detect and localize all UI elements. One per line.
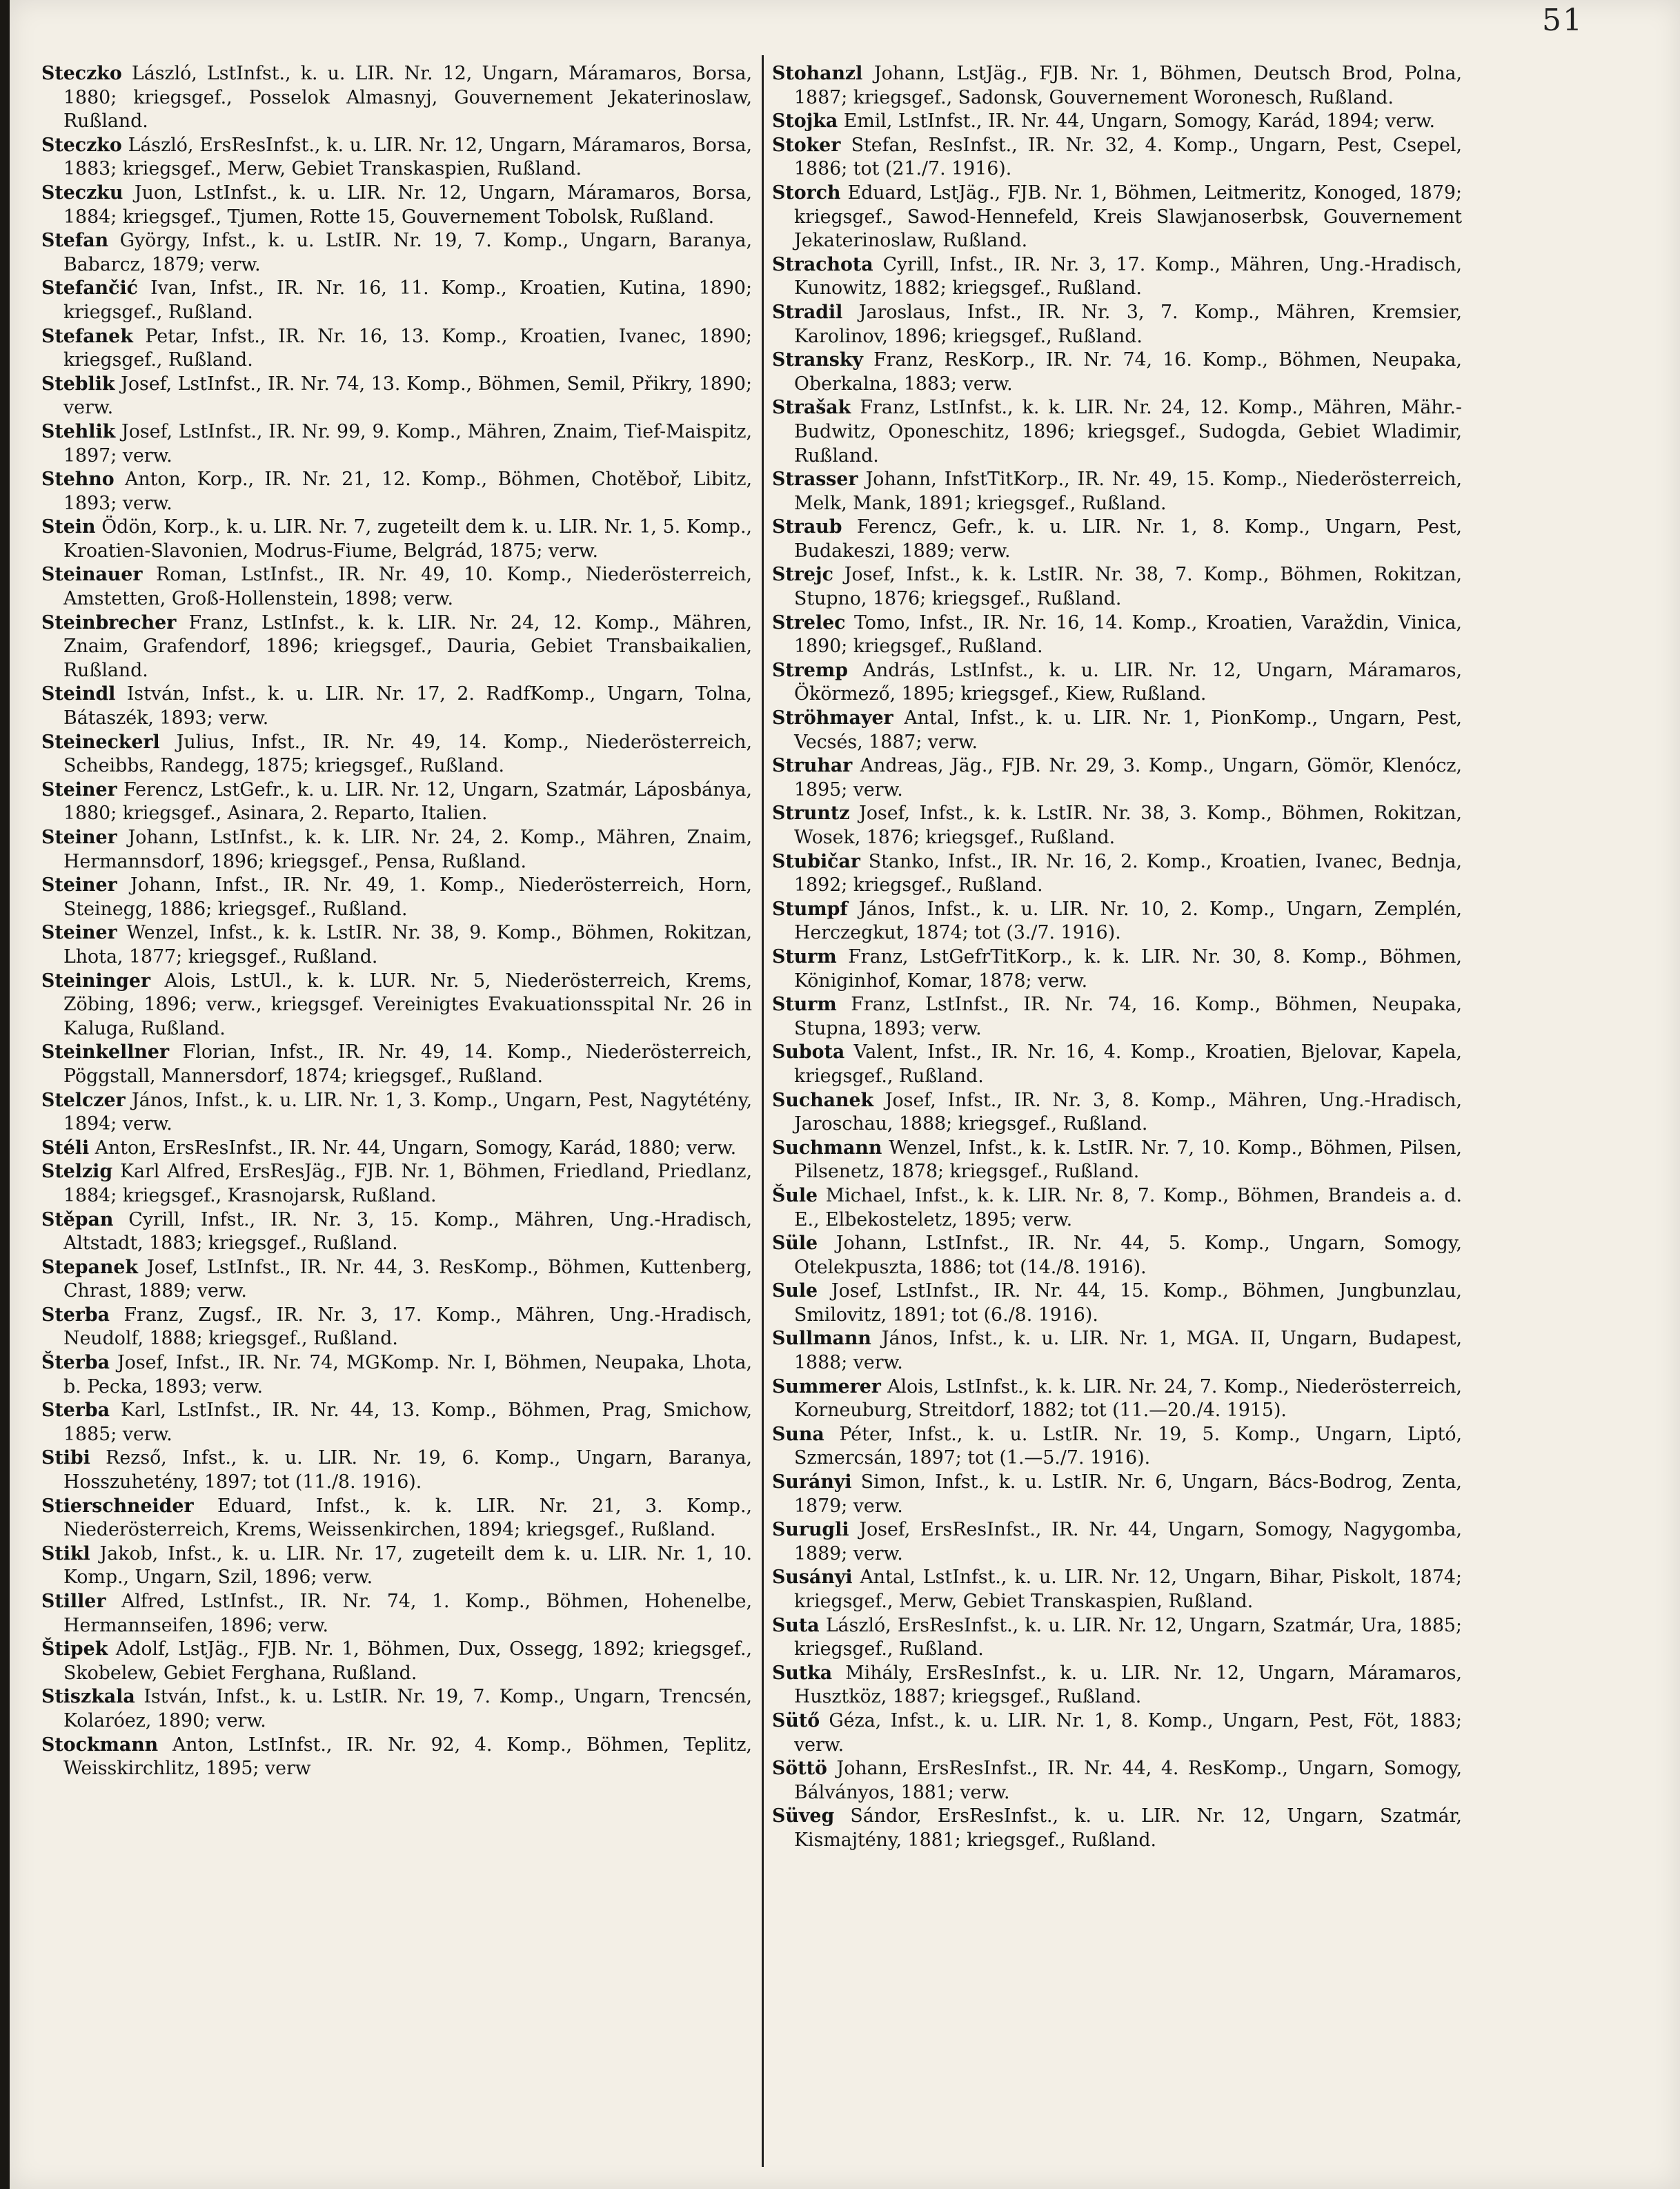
entry-details: Alois, LstInfst., k. k. LIR. Nr. 24, 7. Komp., Niederösterreich, Korneuburg, Streitdorf, 1882; tot (11.—20./4. 1915). bbox=[794, 1375, 1462, 1422]
entry-details: Josef, LstInfst., IR. Nr. 44, 3. ResKomp., Böhmen, Kuttenberg, Chrast, 1889; verw. bbox=[63, 1256, 752, 1302]
entry-surname: Steczko bbox=[41, 134, 122, 156]
list-item bbox=[41, 874, 752, 921]
entry-surname: Summerer bbox=[772, 1375, 881, 1397]
list-item bbox=[772, 1518, 1462, 1566]
list-item bbox=[772, 1757, 1462, 1805]
entry-surname: Stelczer bbox=[41, 1089, 126, 1111]
entry-details: Josef, ErsResInfst., IR. Nr. 44, Ungarn, Somogy, Nagygomba, 1889; verw. bbox=[794, 1519, 1462, 1564]
list-item bbox=[772, 611, 1462, 659]
entry-details: Valent, Infst., IR. Nr. 16, 4. Komp., Kroatien, Bjelovar, Kapela, kriegsgef., Rußland. bbox=[794, 1041, 1462, 1087]
left-column bbox=[41, 62, 752, 1781]
entry-surname: Stohanzl bbox=[772, 63, 863, 84]
entry-details: Tomo, Infst., IR. Nr. 16, 14. Komp., Kroatien, Varaždin, Vinica, 1890; kriegsgef., Rußland. bbox=[794, 611, 1462, 658]
entry-surname: Steczku bbox=[41, 181, 123, 204]
entry-surname: Stepanek bbox=[41, 1256, 138, 1278]
entry-surname: Stiller bbox=[41, 1591, 106, 1612]
entry-details: Josef, LstInfst., IR. Nr. 74, 13. Komp., Böhmen, Semil, Přikry, 1890; verw. bbox=[63, 373, 752, 419]
list-item bbox=[772, 754, 1462, 802]
list-item bbox=[772, 993, 1462, 1041]
list-item bbox=[772, 253, 1462, 301]
entry-details: Adolf, LstJäg., FJB. Nr. 1, Böhmen, Dux, Ossegg, 1892; kriegsgef., Skobelew, Gebiet Ferghana, Rußland. bbox=[63, 1638, 752, 1684]
entry-details: Johann, LstInfst., k. k. LIR. Nr. 24, 2. Komp., Mähren, Znaim, Hermannsdorf, 1896; kriegsgef., Pensa, Rußland. bbox=[63, 827, 752, 872]
document-page bbox=[10, 0, 1680, 2189]
entry-details: Ferencz, Gefr., k. u. LIR. Nr. 1, 8. Komp., Ungarn, Pest, Budakeszi, 1889; verw. bbox=[794, 516, 1462, 562]
entry-surname: Štipek bbox=[41, 1638, 108, 1660]
entry-details: Eduard, Infst., k. k. LIR. Nr. 21, 3. Komp., Niederösterreich, Krems, Weissenkirchen, 1894; kriegsgef., Rußland. bbox=[63, 1495, 752, 1541]
entry-details: Roman, LstInfst., IR. Nr. 49, 10. Komp., Niederösterreich, Amstetten, Groß-Hollenstein, 1898; verw. bbox=[63, 564, 752, 610]
list-item bbox=[41, 1041, 752, 1088]
list-item bbox=[772, 945, 1462, 993]
entry-surname: Strelec bbox=[772, 611, 846, 634]
list-item bbox=[772, 1375, 1462, 1423]
entry-details: Josef, Infst., k. k. LstIR. Nr. 38, 3. Komp., Böhmen, Rokitzan, Wosek, 1876; kriegsgef., Rußland. bbox=[794, 803, 1462, 848]
entry-details: Sándor, ErsResInfst., k. u. LIR. Nr. 12, Ungarn, Szatmár, Kismajtény, 1881; kriegsgef., Rußland. bbox=[794, 1805, 1462, 1851]
list-item bbox=[772, 1137, 1462, 1184]
entry-surname: Stibi bbox=[41, 1447, 90, 1469]
entry-details: Franz, Zugsf., IR. Nr. 3, 17. Komp., Mähren, Ung.-Hradisch, Neudolf, 1888; kriegsgef., Rußland. bbox=[63, 1304, 752, 1350]
list-item bbox=[41, 134, 752, 181]
list-item bbox=[41, 683, 752, 730]
list-item bbox=[41, 1304, 752, 1351]
list-item bbox=[41, 563, 752, 611]
entry-details: Johann, LstInfst., IR. Nr. 44, 5. Komp., Ungarn, Somogy, Otelekpuszta, 1886; tot (14./8. 1916). bbox=[794, 1233, 1462, 1278]
entry-details: László, ErsResInfst., k. u. LIR. Nr. 12, Ungarn, Máramaros, Borsa, 1883; kriegsgef., Merw, Gebiet Transkaspien, Rußland. bbox=[63, 134, 752, 180]
entry-surname: Surugli bbox=[772, 1519, 849, 1541]
entry-surname: Stradil bbox=[772, 301, 843, 323]
entry-surname: Stiszkala bbox=[41, 1686, 135, 1708]
list-item bbox=[772, 1041, 1462, 1088]
entry-details: János, Infst., k. u. LIR. Nr. 1, MGA. II, Ungarn, Budapest, 1888; verw. bbox=[794, 1328, 1462, 1374]
entry-details: Johann, Infst., IR. Nr. 49, 1. Komp., Niederösterreich, Horn, Steinegg, 1886; kriegsgef., Rußland. bbox=[63, 874, 752, 920]
entry-details: Anton, Korp., IR. Nr. 21, 12. Komp., Böhmen, Chotěboř, Libitz, 1893; verw. bbox=[63, 469, 752, 514]
list-item bbox=[41, 325, 752, 373]
entry-surname: Stierschneider bbox=[41, 1495, 194, 1517]
entry-details: László, LstInfst., k. u. LIR. Nr. 12, Ungarn, Máramaros, Borsa, 1880; kriegsgef., Posselok Almasnyj, Gouvernement Jekaterinoslaw, Rußland. bbox=[63, 63, 752, 132]
right-column bbox=[772, 62, 1462, 1853]
entry-details: Cyrill, Infst., IR. Nr. 3, 17. Komp., Mähren, Ung.-Hradisch, Kunowitz, 1882; kriegsgef., Rußland. bbox=[794, 253, 1462, 300]
entry-surname: Sutka bbox=[772, 1662, 833, 1684]
list-item bbox=[41, 229, 752, 277]
entry-details: István, Infst., k. u. LIR. Nr. 17, 2. RadfKomp., Ungarn, Tolna, Bátaszék, 1893; verw. bbox=[63, 683, 752, 729]
entry-surname: Sturm bbox=[772, 945, 837, 968]
list-item bbox=[41, 1446, 752, 1494]
entry-surname: Strachota bbox=[772, 253, 873, 275]
entry-details: Petar, Infst., IR. Nr. 16, 13. Komp., Kroatien, Ivanec, 1890; kriegsgef., Rußland. bbox=[63, 325, 752, 371]
entry-details: László, ErsResInfst., k. u. LIR. Nr. 12, Ungarn, Szatmár, Ura, 1885; kriegsgef., Rußland. bbox=[794, 1614, 1462, 1660]
entry-surname: Stransky bbox=[772, 349, 863, 371]
list-item bbox=[772, 898, 1462, 945]
list-item bbox=[772, 1662, 1462, 1709]
entry-details: Karl, LstInfst., IR. Nr. 44, 13. Komp., Böhmen, Prag, Smichow, 1885; verw. bbox=[63, 1400, 752, 1445]
entry-details: Josef, LstInfst., IR. Nr. 44, 15. Komp., Böhmen, Jungbunzlau, Smilovitz, 1891; tot (6./8. 1916). bbox=[794, 1280, 1462, 1326]
entry-details: Antal, Infst., k. u. LIR. Nr. 1, PionKomp., Ungarn, Pest, Vecsés, 1887; verw. bbox=[794, 707, 1462, 753]
entry-details: Simon, Infst., k. u. LstIR. Nr. 6, Ungarn, Bács-Bodrog, Zenta, 1879; verw. bbox=[794, 1471, 1462, 1517]
entry-surname: Suchanek bbox=[772, 1089, 874, 1111]
entry-surname: Steblik bbox=[41, 373, 115, 395]
entry-details: Karl Alfred, ErsResJäg., FJB. Nr. 1, Böhmen, Friedland, Priedlanz, 1884; kriegsgef., Krasnojarsk, Rußland. bbox=[63, 1161, 752, 1206]
list-item bbox=[41, 1351, 752, 1399]
entry-surname: Suchmann bbox=[772, 1137, 882, 1159]
entry-surname: Sule bbox=[772, 1280, 818, 1302]
list-item bbox=[41, 1208, 752, 1256]
list-item bbox=[41, 181, 752, 229]
list-item bbox=[41, 1256, 752, 1304]
entry-details: Wenzel, Infst., k. k. LstIR. Nr. 7, 10. Komp., Böhmen, Pilsen, Pilsenetz, 1878; kriegsgef., Rußland. bbox=[794, 1137, 1462, 1183]
list-item bbox=[772, 349, 1462, 396]
entry-details: Anton, ErsResInfst., IR. Nr. 44, Ungarn, Somogy, Karád, 1880; verw. bbox=[95, 1137, 737, 1159]
list-item bbox=[772, 1279, 1462, 1327]
entry-details: Stefan, ResInfst., IR. Nr. 32, 4. Komp., Ungarn, Pest, Csepel, 1886; tot (21./7. 1916). bbox=[794, 134, 1462, 180]
entry-details: Géza, Infst., k. u. LIR. Nr. 1, 8. Komp., Ungarn, Pest, Föt, 1883; verw. bbox=[794, 1709, 1462, 1756]
entry-surname: Steiner bbox=[41, 922, 117, 944]
entry-surname: Šule bbox=[772, 1184, 818, 1206]
entry-details: Franz, LstInfst., k. k. LIR. Nr. 24, 12. Komp., Mähren, Mähr.-Budwitz, Oponeschitz, 1896; kriegsgef., Sudogda, Gebiet Wladimir, Rußland. bbox=[794, 397, 1462, 467]
entry-surname: Ströhmayer bbox=[772, 707, 893, 729]
list-item bbox=[772, 110, 1462, 134]
page-number: 51 bbox=[1542, 3, 1583, 38]
entry-surname: Stěpan bbox=[41, 1208, 114, 1230]
list-item bbox=[41, 277, 752, 324]
entry-details: Florian, Infst., IR. Nr. 49, 14. Komp., Niederösterreich, Pöggstall, Mannersdorf, 1874; kriegsgef., Rußland. bbox=[63, 1041, 752, 1087]
entry-surname: Steinbrecher bbox=[41, 611, 177, 634]
column-divider bbox=[762, 55, 764, 2167]
list-item bbox=[41, 420, 752, 468]
entry-details: Ivan, Infst., IR. Nr. 16, 11. Komp., Kroatien, Kutina, 1890; kriegsgef., Rußland. bbox=[63, 277, 752, 323]
entry-surname: Sullmann bbox=[772, 1328, 871, 1350]
list-item bbox=[772, 1805, 1462, 1852]
entry-details: Cyrill, Infst., IR. Nr. 3, 15. Komp., Mähren, Ung.-Hradisch, Altstadt, 1883; kriegsgef., Rußland. bbox=[63, 1208, 752, 1255]
list-item bbox=[41, 1590, 752, 1638]
entry-surname: Surányi bbox=[772, 1471, 852, 1493]
list-item bbox=[41, 1638, 752, 1685]
entry-surname: Strašak bbox=[772, 397, 851, 419]
entry-details: Juon, LstInfst., k. u. LIR. Nr. 12, Ungarn, Máramaros, Borsa, 1884; kriegsgef., Tjumen, Rotte 15, Gouvernement Tobolsk, Rußland. bbox=[63, 181, 752, 228]
list-item bbox=[772, 659, 1462, 707]
list-item bbox=[772, 1089, 1462, 1137]
list-item bbox=[41, 1399, 752, 1446]
list-item bbox=[772, 301, 1462, 349]
entry-details: Ödön, Korp., k. u. LIR. Nr. 7, zugeteilt dem k. u. LIR. Nr. 1, 5. Komp., Kroatien-Slavonien, Modrus-Fiume, Belgrád, 1875; verw. bbox=[63, 516, 752, 562]
list-item bbox=[772, 468, 1462, 516]
entry-surname: Stremp bbox=[772, 659, 848, 681]
entry-surname: Stéli bbox=[41, 1137, 90, 1159]
entry-surname: Steinkellner bbox=[41, 1041, 170, 1063]
list-item bbox=[772, 181, 1462, 253]
entry-surname: Söttö bbox=[772, 1758, 827, 1780]
entry-details: Josef, LstInfst., IR. Nr. 99, 9. Komp., Mähren, Znaim, Tief-Maispitz, 1897; verw. bbox=[63, 420, 752, 467]
entry-details: Franz, LstGefrTitKorp., k. k. LIR. Nr. 30, 8. Komp., Böhmen, Königinhof, Komar, 1878; verw. bbox=[794, 945, 1462, 992]
entry-details: Alfred, LstInfst., IR. Nr. 74, 1. Komp., Böhmen, Hohenelbe, Hermannseifen, 1896; verw. bbox=[63, 1591, 752, 1636]
list-item bbox=[41, 516, 752, 563]
list-item bbox=[41, 1495, 752, 1542]
list-item bbox=[772, 1709, 1462, 1757]
list-item bbox=[41, 1542, 752, 1590]
entry-details: Jakob, Infst., k. u. LIR. Nr. 17, zugeteilt dem k. u. LIR. Nr. 1, 10. Komp., Ungarn, Szil, 1896; verw. bbox=[63, 1542, 752, 1589]
entry-surname: Stelzig bbox=[41, 1161, 113, 1183]
entry-surname: Strejc bbox=[772, 564, 833, 586]
entry-surname: Stubičar bbox=[772, 850, 860, 872]
entry-details: István, Infst., k. u. LstIR. Nr. 19, 7. Komp., Ungarn, Trencsén, Kolaróez, 1890; verw. bbox=[63, 1686, 752, 1731]
list-item bbox=[41, 778, 752, 826]
list-item bbox=[41, 1734, 752, 1781]
list-item bbox=[772, 1232, 1462, 1279]
entry-details: Eduard, LstJäg., FJB. Nr. 1, Böhmen, Leitmeritz, Konoged, 1879; kriegsgef., Sawod-Hennefeld, Kreis Slawjanoserbsk, Gouvernement Jekaterinoslaw, Rußland. bbox=[794, 181, 1462, 252]
entry-surname: Steiner bbox=[41, 827, 117, 848]
list-item bbox=[772, 850, 1462, 898]
entry-surname: Steinauer bbox=[41, 564, 143, 586]
entry-surname: Stojka bbox=[772, 110, 838, 132]
list-item bbox=[41, 468, 752, 516]
list-item bbox=[772, 563, 1462, 611]
entry-details: Josef, Infst., IR. Nr. 74, MGKomp. Nr. I, Böhmen, Neupaka, Lhota, b. Pecka, 1893; verw. bbox=[63, 1352, 752, 1397]
entry-details: Julius, Infst., IR. Nr. 49, 14. Komp., Niederösterreich, Scheibbs, Randegg, 1875; kriegsgef., Rußland. bbox=[63, 731, 752, 777]
entry-surname: Stoker bbox=[772, 134, 841, 156]
entry-surname: Susányi bbox=[772, 1567, 853, 1589]
entry-details: Johann, InfstTitKorp., IR. Nr. 49, 15. Komp., Niederösterreich, Melk, Mank, 1891; kriegsgef., Rußland. bbox=[794, 469, 1462, 514]
list-item bbox=[41, 1685, 752, 1733]
entry-surname: Süle bbox=[772, 1233, 818, 1255]
list-item bbox=[41, 611, 752, 683]
entry-surname: Straub bbox=[772, 516, 842, 538]
entry-surname: Suta bbox=[772, 1614, 820, 1636]
entry-surname: Stockmann bbox=[41, 1734, 159, 1756]
list-item bbox=[41, 1137, 752, 1161]
entry-details: Emil, LstInfst., IR. Nr. 44, Ungarn, Somogy, Karád, 1894; verw. bbox=[843, 110, 1436, 132]
entry-surname: Struhar bbox=[772, 755, 853, 777]
entry-surname: Steineckerl bbox=[41, 731, 160, 753]
entry-surname: Stehlik bbox=[41, 420, 116, 442]
entry-surname: Struntz bbox=[772, 803, 850, 825]
entry-surname: Sterba bbox=[41, 1400, 110, 1422]
list-item bbox=[772, 1184, 1462, 1232]
entry-details: Franz, ResKorp., IR. Nr. 74, 16. Komp., Böhmen, Neupaka, Oberkalna, 1883; verw. bbox=[794, 349, 1462, 395]
entry-surname: Šterba bbox=[41, 1352, 110, 1374]
list-item bbox=[41, 970, 752, 1041]
entry-surname: Stehno bbox=[41, 469, 115, 491]
entry-surname: Stefanek bbox=[41, 325, 133, 347]
entry-details: Josef, Infst., IR. Nr. 3, 8. Komp., Mähren, Ung.-Hradisch, Jaroschau, 1888; kriegsgef., Rußland. bbox=[794, 1089, 1462, 1135]
entry-details: Franz, LstInfst., IR. Nr. 74, 16. Komp., Böhmen, Neupaka, Stupna, 1893; verw. bbox=[794, 994, 1462, 1039]
entry-details: Jaroslaus, Infst., IR. Nr. 3, 7. Komp., Mähren, Kremsier, Karolinov, 1896; kriegsgef., Rußland. bbox=[794, 301, 1462, 347]
list-item bbox=[772, 396, 1462, 468]
entry-details: Alois, LstUl., k. k. LUR. Nr. 5, Niederösterreich, Krems, Zöbing, 1896; verw., kriegsgef. Vereinigtes Evakuationsspital Nr. 26 in Kaluga, Rußland. bbox=[63, 970, 753, 1039]
entry-surname: Stefan bbox=[41, 230, 109, 252]
entry-details: Anton, LstInfst., IR. Nr. 92, 4. Komp., Böhmen, Teplitz, Weisskirchlitz, 1895; verw bbox=[63, 1734, 752, 1780]
entry-surname: Strasser bbox=[772, 469, 858, 491]
entry-surname: Sütő bbox=[772, 1709, 820, 1731]
entry-details: János, Infst., k. u. LIR. Nr. 1, 3. Komp., Ungarn, Pest, Nagytétény, 1894; verw. bbox=[63, 1089, 752, 1135]
entry-details: Antal, LstInfst., k. u. LIR. Nr. 12, Ungarn, Bihar, Piskolt, 1874; kriegsgef., Merw, Gebiet Transkaspien, Rußland. bbox=[794, 1567, 1462, 1612]
list-item bbox=[41, 921, 752, 969]
entry-surname: Stikl bbox=[41, 1542, 90, 1564]
entry-details: Wenzel, Infst., k. k. LstIR. Nr. 38, 9. Komp., Böhmen, Rokitzan, Lhota, 1877; kriegsgef., Rußland. bbox=[63, 922, 752, 968]
entry-surname: Storch bbox=[772, 181, 841, 204]
entry-details: András, LstInfst., k. u. LIR. Nr. 12, Ungarn, Máramaros, Ökörmező, 1895; kriegsgef., Kiew, Rußland. bbox=[794, 659, 1462, 705]
list-item bbox=[772, 1614, 1462, 1662]
list-item bbox=[772, 516, 1462, 563]
entry-details: Ferencz, LstGefr., k. u. LIR. Nr. 12, Ungarn, Szatmár, Láposbánya, 1880; kriegsgef., Asinara, 2. Reparto, Italien. bbox=[63, 778, 752, 825]
entry-surname: Süveg bbox=[772, 1805, 835, 1827]
entry-surname: Stefančić bbox=[41, 277, 138, 300]
entry-details: Andreas, Jäg., FJB. Nr. 29, 3. Komp., Ungarn, Gömör, Klenócz, 1895; verw. bbox=[794, 755, 1462, 801]
list-item bbox=[772, 1327, 1462, 1375]
list-item bbox=[772, 707, 1462, 754]
entry-surname: Sturm bbox=[772, 994, 837, 1016]
list-item bbox=[41, 826, 752, 874]
list-item bbox=[772, 62, 1462, 110]
entry-surname: Stein bbox=[41, 516, 96, 538]
list-item bbox=[772, 1423, 1462, 1471]
entry-surname: Steininger bbox=[41, 970, 151, 992]
list-item bbox=[772, 134, 1462, 181]
entry-details: Johann, LstJäg., FJB. Nr. 1, Böhmen, Deutsch Brod, Polna, 1887; kriegsgef., Sadonsk, Gouvernement Woronesch, Rußland. bbox=[794, 63, 1462, 108]
entry-surname: Steiner bbox=[41, 778, 117, 801]
list-item bbox=[772, 1471, 1462, 1518]
entry-details: Rezső, Infst., k. u. LIR. Nr. 19, 6. Komp., Ungarn, Baranya, Hosszuhetény, 1897; tot (11./8. 1916). bbox=[63, 1447, 752, 1493]
entry-surname: Stumpf bbox=[772, 898, 848, 920]
entry-surname: Suna bbox=[772, 1423, 824, 1445]
entry-details: Johann, ErsResInfst., IR. Nr. 44, 4. ResKomp., Ungarn, Somogy, Bálványos, 1881; verw. bbox=[794, 1758, 1462, 1803]
list-item bbox=[41, 1089, 752, 1137]
entry-details: Stanko, Infst., IR. Nr. 16, 2. Komp., Kroatien, Ivanec, Bednja, 1892; kriegsgef., Rußland. bbox=[794, 850, 1462, 896]
list-item bbox=[41, 731, 752, 778]
list-item bbox=[41, 373, 752, 420]
entry-details: Péter, Infst., k. u. LstIR. Nr. 19, 5. Komp., Ungarn, Liptó, Szmercsán, 1897; tot (1.—5./7. 1916). bbox=[794, 1423, 1462, 1469]
entry-details: Josef, Infst., k. k. LstIR. Nr. 38, 7. Komp., Böhmen, Rokitzan, Stupno, 1876; kriegsgef., Rußland. bbox=[794, 564, 1462, 610]
entry-surname: Sterba bbox=[41, 1304, 110, 1326]
list-item bbox=[772, 802, 1462, 850]
entry-details: György, Infst., k. u. LstIR. Nr. 19, 7. Komp., Ungarn, Baranya, Babarcz, 1879; verw. bbox=[63, 230, 752, 275]
entry-surname: Steindl bbox=[41, 683, 116, 705]
entry-details: Michael, Infst., k. k. LIR. Nr. 8, 7. Komp., Böhmen, Brandeis a. d. E., Elbekosteletz, 1895; verw. bbox=[794, 1184, 1462, 1230]
entry-surname: Subota bbox=[772, 1041, 845, 1063]
entry-details: Franz, LstInfst., k. k. LIR. Nr. 24, 12. Komp., Mähren, Znaim, Grafendorf, 1896; kriegsgef., Dauria, Gebiet Transbaikalien, Rußland. bbox=[63, 611, 752, 681]
list-item bbox=[772, 1566, 1462, 1613]
entry-details: János, Infst., k. u. LIR. Nr. 10, 2. Komp., Ungarn, Zemplén, Herczegkut, 1874; tot (3./7. 1916). bbox=[794, 898, 1462, 944]
list-item bbox=[41, 62, 752, 134]
entry-surname: Steiner bbox=[41, 874, 117, 896]
entry-surname: Steczko bbox=[41, 63, 122, 84]
list-item bbox=[41, 1160, 752, 1208]
entry-details: Mihály, ErsResInfst., k. u. LIR. Nr. 12, Ungarn, Máramaros, Husztköz, 1887; kriegsgef., Rußland. bbox=[794, 1662, 1462, 1708]
